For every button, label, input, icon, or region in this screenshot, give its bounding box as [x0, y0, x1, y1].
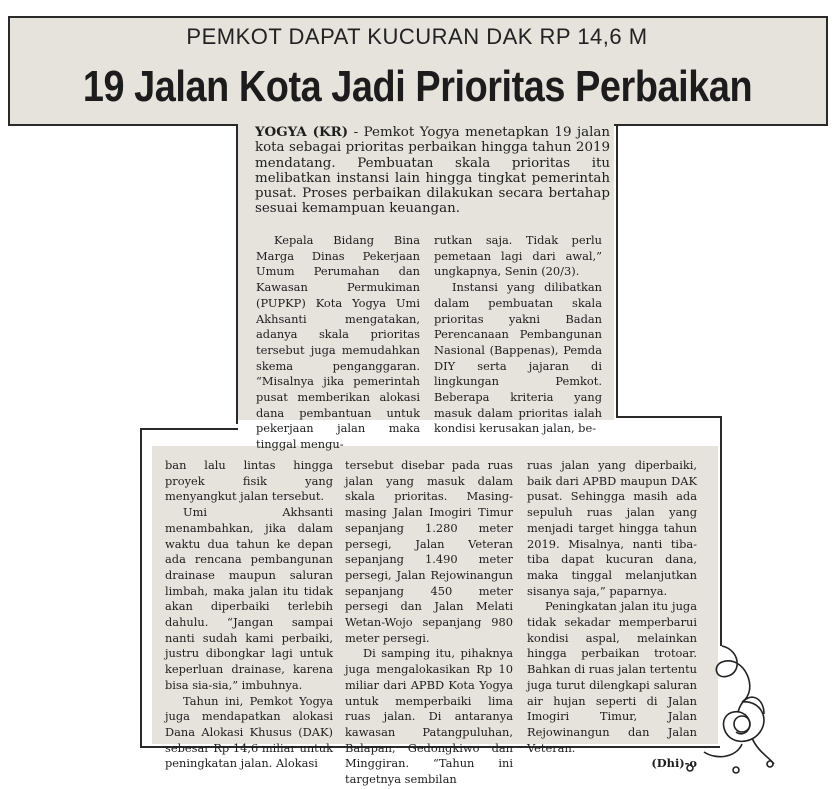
- article-lede: [255, 125, 610, 217]
- lower-column-2: [345, 458, 513, 788]
- paragraph: Umi Akhsanti menambahkan, jika dalam waktu dua tahun ke depan ada rencana pembangunan drainase maupun saluran limbah, maka jalan itu tidak akan diperbaiki terlebih dahulu. “Jangan sampai nanti sudah kami perbaiki, justru dibongkar lagi untuk keperluan drainase, karena bisa sia-sia,” imbuhnya.: [165, 505, 333, 692]
- lower-column-3: [527, 458, 697, 772]
- upper-column-2: [434, 233, 602, 437]
- paragraph: tersebut disebar pada ruas jalan yang masuk dalam skala prioritas. Masing-masing Jalan Imogiri Timur sepanjang 1.280 meter persegi, Jalan Veteran sepanjang 1.490 meter persegi, Jalan Rejowinangun sepanjang 450 meter persegi dan Jalan Melati Wetan-Wojo sepanjang 980 meter persegi.: [345, 458, 513, 645]
- author-signature: (Dhi)-o: [651, 756, 697, 771]
- paragraph: Kepala Bidang Bina Marga Dinas Pekerjaan Umum Perumahan dan Kawasan Permukiman (PUPKP) Kota Yogya Umi Akhsanti mengatakan, adanya skala prioritas tersebut juga memudahkan skema penganggaran. “Misalnya jika pemerintah pusat memberikan alokasi dana pembantuan untuk pekerjaan jalan maka tinggal mengu-: [256, 233, 420, 452]
- paragraph: Tahun ini, Pemkot Yogya juga mendapatkan alokasi Dana Alokasi Khusus (DAK) sebesar Rp 14,6 miliar untuk peningkatan jalan. Alokasi: [165, 693, 333, 771]
- lower-column-1: [165, 458, 333, 772]
- lede-text: - Pemkot Yogya menetapkan 19 jalan kota sebagai prioritas perbaikan hingga tahun 2019 mendatang. Pembuatan skala prioritas itu melibatkan instansi lain hingga tingkat pemerintah pusat. Proses perbaikan dilakukan secara bertahap sesuai kemampuan keuangan.: [255, 125, 610, 217]
- paragraph: Di samping itu, pihaknya juga mengalokasikan Rp 10 miliar dari APBD Kota Yogya untuk memperbaiki lima ruas jalan. Di antaranya kawasan Patangpuluhan, Balapan, Gedongkiwo dan Minggiran. “Tahun ini targetnya sembilan: [345, 646, 513, 787]
- upper-column-1: [256, 233, 420, 453]
- paragraph: rutkan saja. Tidak perlu pemetaan lagi dari awal,” ungkapnya, Senin (20/3).: [434, 233, 602, 279]
- paragraph: Peningkatan jalan itu juga tidak sekadar memperbarui kondisi aspal, melainkan hingga perbaikan trotoar. Bahkan di ruas jalan tertentu juga turut dilengkapi saluran air hujan seperti di Jalan Imogiri Timur, Jalan Rejowinangun dan Jalan Veteran.: [527, 599, 697, 755]
- paragraph: ban lalu lintas hingga proyek fisik yang menyangkut jalan tersebut.: [165, 458, 333, 504]
- lede-paragraph: [255, 125, 610, 217]
- paragraph: ruas jalan yang diperbaiki, baik dari APBD maupun DAK pusat. Sehingga masih ada sepuluh ruas jalan yang menjadi target hingga tahun 2019. Misalnya, nanti tiba-tiba dapat kucuran dana, maka tinggal melanjutkan sisanya saja,” paparnya.: [527, 458, 697, 598]
- paragraph: Instansi yang dilibatkan dalam pembuatan skala prioritas yakni Badan Perencanaan Pembangunan Nasional (Bappenas), Pemda DIY serta jajaran di lingkungan Pemkot. Beberapa kriteria yang masuk dalam prioritas ialah kondisi kerusakan jalan, be-: [434, 280, 602, 436]
- article-kicker: PEMKOT DAPAT KUCURAN DAK RP 14,6 M: [186, 24, 648, 49]
- article-headline: 19 Jalan Kota Jadi Prioritas Perbaikan: [82, 62, 753, 111]
- dateline: YOGYA (KR): [255, 124, 349, 140]
